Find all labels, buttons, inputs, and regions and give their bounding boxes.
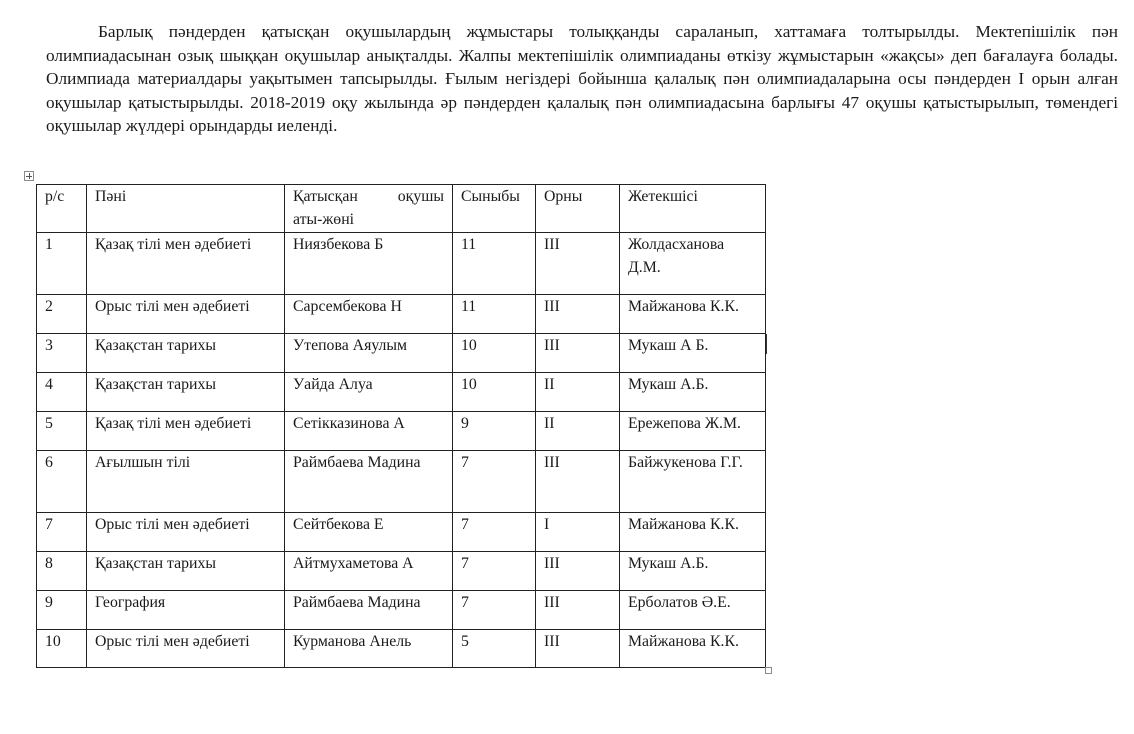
cell-grade: 9 [453,412,536,451]
cell-subject: География [87,591,285,630]
cell-place: II [536,373,620,412]
table-row [37,412,766,451]
cell-num: 2 [37,295,87,334]
cell-num: 1 [37,233,87,295]
cell-student: Раймбаева Мадина [285,591,453,630]
cell-grade: 10 [453,373,536,412]
cell-subject: Қазақ тілі мен әдебиеті [87,233,285,295]
table-row [37,591,766,630]
cell-grade: 7 [453,451,536,513]
table-row [37,513,766,552]
cell-place: I [536,513,620,552]
cell-place: III [536,591,620,630]
table-move-handle-icon[interactable] [24,171,34,181]
cell-grade: 11 [453,295,536,334]
cell-subject: Қазақстан тарихы [87,334,285,373]
cell-place: III [536,552,620,591]
cell-subject: Қазақстан тарихы [87,552,285,591]
cell-place: III [536,233,620,295]
cell-student: Утепова Аяулым [285,334,453,373]
cell-student: Сетікказинова А [285,412,453,451]
cell-place: II [536,412,620,451]
table-row [37,552,766,591]
cell-place: III [536,451,620,513]
cell-grade: 10 [453,334,536,373]
cell-num: 9 [37,591,87,630]
header-student [285,185,453,233]
header-leader: Жетекшісі [620,185,766,233]
cell-student: Раймбаева Мадина [285,451,453,513]
body-paragraph: Барлық пәндерден қатысқан оқушылардың жұмыстары толыққанды сараланып, хаттамаға толтырылды. Мектепішілік пән олимпиадасынан озық шыққан оқушылар анықталды. Жалпы мектепішілік олимпиаданы өткізу жұмыстарын «жақсы» деп бағалауға болады. Олимпиада материалдары уақытымен тапсырылды. Ғылым негіздері бойынша қалалық пән олимпиадаларына осы пәндерден I орын алған оқушылар қатыстырылды. 2018-2019 оқу жылында әр пәндерден қалалық пән олимпиадасына барлығы 47 оқушы қатыстырылып, төмендегі оқушылар жүлдері орындарды иеленді. [46,22,1118,136]
cell-grade: 7 [453,552,536,591]
cell-num: 3 [37,334,87,373]
header-subject: Пәні [87,185,285,233]
cell-subject: Орыс тілі мен әдебиеті [87,513,285,552]
cell-grade: 5 [453,630,536,668]
cell-grade: 7 [453,591,536,630]
cell-grade: 7 [453,513,536,552]
header-student-line1: Қатысқан оқушы [293,188,444,205]
cell-num: 8 [37,552,87,591]
cell-leader: Майжанова К.К. [620,630,766,668]
cell-leader: Мукаш А.Б. [620,552,766,591]
table-row [37,630,766,668]
cell-leader: Байжукенова Г.Г. [620,451,766,513]
header-grade: Сыныбы [453,185,536,233]
cell-num: 5 [37,412,87,451]
text-cursor [766,334,767,354]
cell-num: 6 [37,451,87,513]
cell-num: 10 [37,630,87,668]
table-row [37,451,766,513]
cell-place: III [536,295,620,334]
cell-student: Ниязбекова Б [285,233,453,295]
cell-student: Курманова Анель [285,630,453,668]
cell-student: Айтмухаметова А [285,552,453,591]
cell-place: III [536,630,620,668]
cell-place: III [536,334,620,373]
cell-subject: Қазақстан тарихы [87,373,285,412]
table-header-row [37,185,766,233]
header-place: Орны [536,185,620,233]
cell-student: Сейтбекова Е [285,513,453,552]
cell-num: 7 [37,513,87,552]
cell-subject: Ағылшын тілі [87,451,285,513]
cell-leader: Мукаш А.Б. [620,373,766,412]
cell-leader: Ерболатов Ә.Е. [620,591,766,630]
cell-subject: Орыс тілі мен әдебиеті [87,630,285,668]
table-row [37,373,766,412]
cell-leader: Жолдасханова Д.М. [620,233,766,295]
cell-student: Уайда Алуа [285,373,453,412]
cell-leader: Майжанова К.К. [620,295,766,334]
table-resize-handle-icon[interactable] [765,667,772,674]
cell-num: 4 [37,373,87,412]
cell-subject: Орыс тілі мен әдебиеті [87,295,285,334]
table-row [37,334,766,373]
cell-student: Сарсембекова Н [285,295,453,334]
cell-leader: Ережепова Ж.М. [620,412,766,451]
cell-subject: Қазақ тілі мен әдебиеті [87,412,285,451]
header-num: р/с [37,185,87,233]
table-row [37,295,766,334]
cell-leader: Майжанова К.К. [620,513,766,552]
cell-leader: Мукаш А Б. [620,334,766,373]
table-row [37,233,766,295]
header-student-line2: аты-жөні [293,210,355,228]
cell-grade: 11 [453,233,536,295]
results-table [36,184,766,668]
